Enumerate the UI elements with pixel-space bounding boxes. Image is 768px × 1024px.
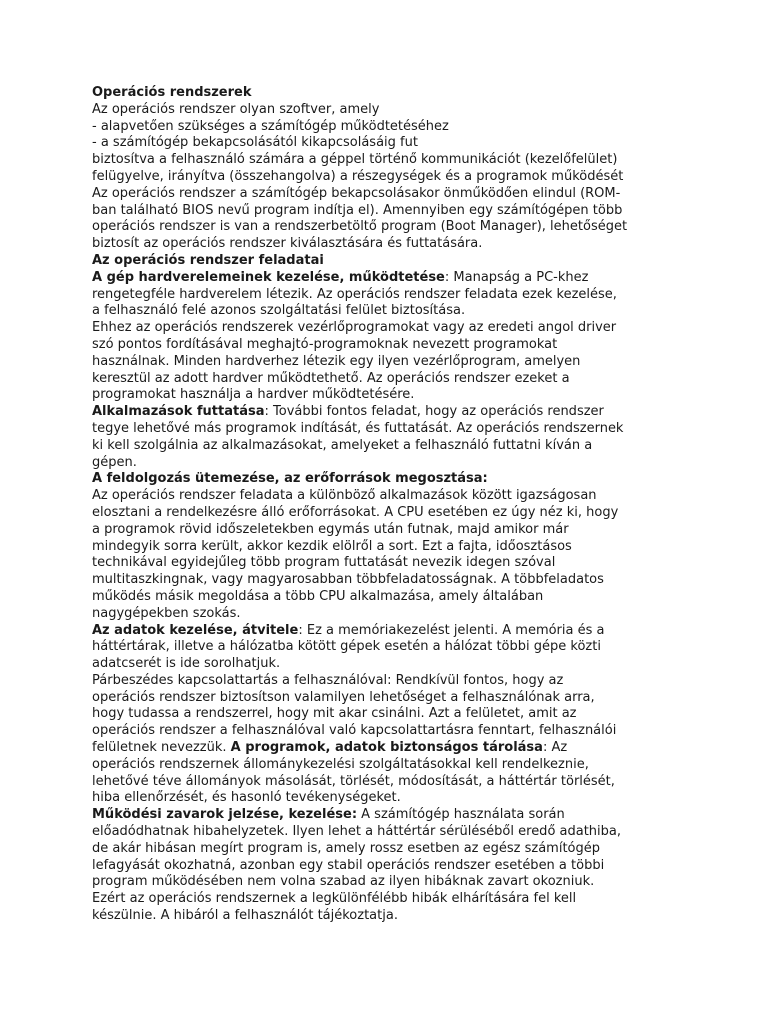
text-line [92,354,682,371]
text-run: biztosítva a felhasználó számára a géppel történő kommunikációt (kezelőfelület) [92,152,618,168]
text-run: lehetővé téve állományok másolását, törlését, módosítását, a háttértár törlését, [92,773,615,789]
text-run: biztosít az operációs rendszer kiválasztására és futtatására. [92,236,483,252]
bold-text: Működési zavarok jelzése, kezelése: [92,807,358,823]
text-run: a programok rövid időszeletekben egymás után futnak, majd amikor már [92,521,569,537]
text-run: felületnek nevezzük. [92,740,231,756]
text-run: A számítógép használata során [357,807,565,823]
text-line [92,740,682,757]
text-line [92,673,682,690]
text-run: nagygépekben szokás. [92,605,241,621]
text-run: keresztül az adott hardver működtethető. Az operációs rendszer ezeket a [92,370,570,386]
text-run: elosztani a rendelkezésre álló erőforrásokat. A CPU esetében ez úgy néz ki, hogy [92,504,619,520]
text-line [92,824,682,841]
text-line [92,908,682,925]
text-run: operációs rendszer biztosítson valamilyen lehetőséget a felhasználónak arra, [92,689,595,705]
text-run: Párbeszédes kapcsolattartás a felhasználóval: Rendkívül fontos, hogy az [92,672,564,688]
text-run: Ehhez az operációs rendszerek vezérlőprogramokat vagy az eredeti angol driver [92,320,617,336]
text-line [92,236,682,253]
text-line [92,287,682,304]
text-run: használnak. Minden hardverhez létezik egy ilyen vezérlőprogram, amelyen [92,353,581,369]
text-line [92,404,682,421]
text-run: tegye lehetővé más programok indítását, és futtatását. Az operációs rendszernek [92,420,624,436]
text-run: hiba ellenőrzését, és hasonló tevékenységeket. [92,790,401,806]
text-run: : Manapság a PC-khez [444,269,589,285]
text-run: adatcserét is ide sorolhatjuk. [92,656,281,672]
text-line [92,891,682,908]
text-line [92,706,682,723]
bold-text: A feldolgozás ütemezése, az erőforrások megosztása: [92,471,488,487]
text-line [92,606,682,623]
text-run: programokat használja a hardver működtetésére. [92,387,415,403]
text-run: Az operációs rendszer feladata a különböző alkalmazások között igazságosan [92,488,597,504]
text-run: háttértárak, illetve a hálózatba kötött gépek esetén a hálózat többi gépe közti [92,639,601,655]
bold-text: A programok, adatok biztonságos tárolása [230,740,543,756]
text-line [92,656,682,673]
text-run: ban található BIOS nevű program indítja el). Amennyiben egy számítógépen több [92,202,623,218]
text-line [92,320,682,337]
text-line [92,119,682,136]
text-run: gépen. [92,454,137,470]
text-line [92,539,682,556]
text-run: operációs rendszer a felhasználóval való kapcsolattartásra fenntart, felhasználói [92,723,617,739]
text-run: : További fontos feladat, hogy az operációs rendszer [264,404,604,420]
text-line [92,387,682,404]
text-run: de akár hibásan megírt program is, amely rossz esetben az egész számítógép [92,840,601,856]
text-run: Az operációs rendszer a számítógép bekapcsolásakor önműködően elindul (ROM- [92,185,621,201]
text-line [92,219,682,236]
text-line [92,488,682,505]
text-run: rengetegféle hardverelem létezik. Az operációs rendszer feladata ezek kezelése, [92,286,617,302]
text-line [92,303,682,320]
text-line [92,438,682,455]
text-line [92,858,682,875]
text-run: : Ez a memóriakezelést jelenti. A memória és a [298,622,605,638]
text-run: Ezért az operációs rendszernek a legkülönfélébb hibák elhárítására fel kell [92,891,577,907]
text-line [92,135,682,152]
text-run: multitaszkingnak, vagy magyarosabban többfeladatosságnak. A többfeladatos [92,572,604,588]
text-run: operációs rendszer is van a rendszerbetöltő program (Boot Manager), lehetőséget [92,219,628,235]
bold-text: A gép hardverelemeinek kezelése, működtetése [92,269,445,285]
text-line [92,841,682,858]
text-line [92,522,682,539]
text-line [92,455,682,472]
text-run: Az operációs rendszer olyan szoftver, amely [92,101,380,117]
text-line [92,253,682,270]
text-run: technikával egyidejűleg több program futtatását nevezik idegen szóval [92,555,556,571]
text-line [92,186,682,203]
text-line [92,589,682,606]
text-line [92,471,682,488]
text-run: - alapvetően szükséges a számítógép működtetéséhez [92,118,449,134]
text-line [92,371,682,388]
text-line [92,623,682,640]
text-run: előadódhatnak hibahelyzetek. Ilyen lehet a háttértár sérüléséből eredő adathiba, [92,824,622,840]
text-run: a felhasználó felé azonos szolgáltatási felület biztosítása. [92,303,466,319]
text-run: lefagyását okozhatná, azonban egy stabil operációs rendszer esetében a többi [92,857,605,873]
text-run: hogy tudassa a rendszerrel, hogy mit akar csinálni. Azt a felületet, amit az [92,706,577,722]
text-line [92,270,682,287]
text-run: ki kell szolgálnia az alkalmazásokat, amelyeket a felhasználó futtatni kíván a [92,437,593,453]
text-line [92,203,682,220]
text-line [92,723,682,740]
text-run: felügyelve, irányítva (összehangolva) a részegységek és a programok működését [92,168,624,184]
text-line [92,572,682,589]
text-line [92,169,682,186]
bold-text: Alkalmazások futtatása [92,404,265,420]
text-run: program működésében nem volna szabad az ilyen hibáknak zavart okozniuk. [92,874,595,890]
document-body [92,85,682,925]
text-line [92,337,682,354]
document-title: Operációs rendszerek [92,85,252,100]
text-run: - a számítógép bekapcsolásától kikapcsolásáig fut [92,135,418,151]
text-line [92,505,682,522]
text-line [92,102,682,119]
bold-text: Az adatok kezelése, átvitele [92,622,299,638]
text-line [92,639,682,656]
text-run: mindegyik sorra került, akkor kezdik elölről a sort. Ezt a fajta, időosztásos [92,538,572,554]
text-run: operációs rendszernek állománykezelési szolgáltatásokkal kell rendelkeznie, [92,756,589,772]
text-line [92,152,682,169]
text-line [92,874,682,891]
text-line [92,807,682,824]
text-line [92,757,682,774]
text-line [92,690,682,707]
text-line [92,774,682,791]
bold-text: Az operációs rendszer feladatai [92,252,324,268]
text-run: működés másik megoldása a több CPU alkalmazása, amely általában [92,588,544,604]
text-run: szó pontos fordításával meghajtó-programoknak nevezett programokat [92,336,558,352]
text-run: : Az [542,740,568,756]
text-line [92,555,682,572]
text-line [92,790,682,807]
text-line [92,421,682,438]
text-run: készülnie. A hibáról a felhasználót tájékoztatja. [92,908,398,924]
